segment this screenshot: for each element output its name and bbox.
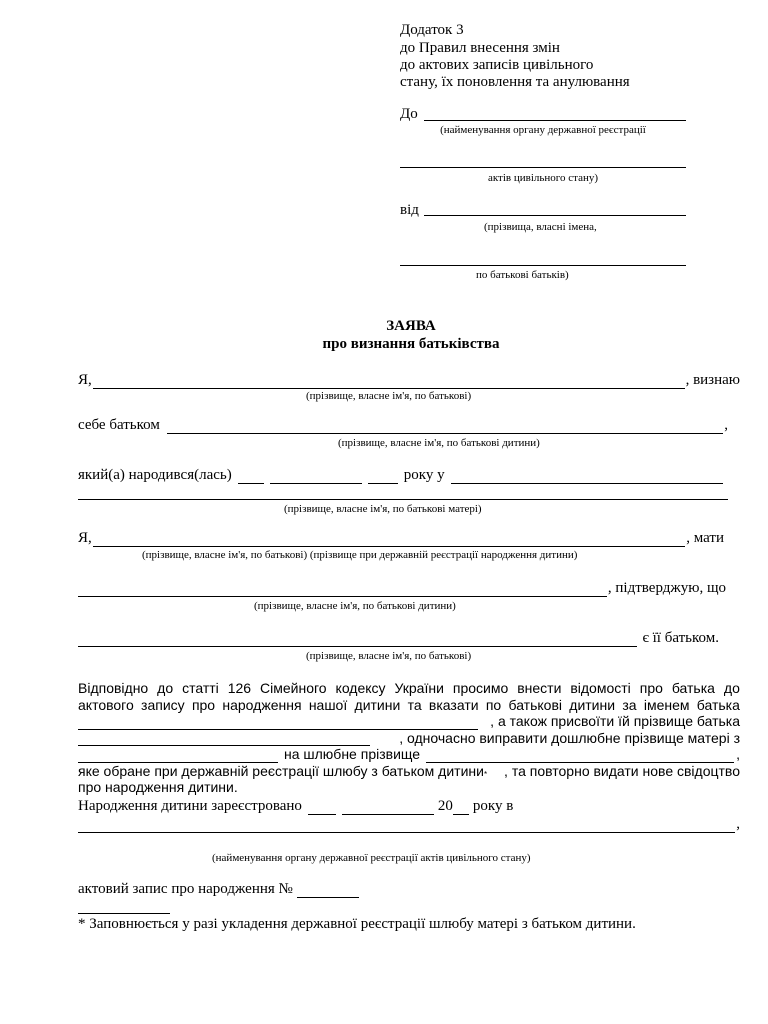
paragraph-word: іменем (643, 696, 690, 713)
paragraph-word: дитини (569, 696, 616, 713)
line-5-comma: , (736, 746, 740, 762)
paragraph-word: нашої (308, 696, 348, 713)
self-father-text: себе батьком (78, 417, 160, 433)
born-label: який(а) народився(лась) (78, 467, 232, 483)
recognize-text: , визнаю (685, 372, 740, 388)
marital-surname-field[interactable] (426, 750, 734, 763)
paragraph-word: вказати (428, 696, 479, 713)
paragraph-word: про (191, 696, 216, 713)
paragraph-word: запису (141, 696, 185, 713)
birth-year-field[interactable] (368, 469, 398, 484)
marital-surname-text: на шлюбне прізвище (284, 746, 421, 762)
paragraph-line-1 (78, 680, 740, 697)
assign-surname-text: , а також присвоїти їй прізвище батька (490, 713, 740, 729)
paragraph-word: батька (671, 680, 715, 696)
paragraph-word: дитини (354, 696, 401, 713)
father-name-field[interactable] (93, 374, 685, 389)
annex-number: Додаток 3 (400, 22, 464, 38)
paragraph-word: батька (696, 696, 740, 713)
year-in-text-2: року в (472, 798, 514, 814)
paragraph-word: 126 (227, 680, 252, 696)
paragraph-word: про (639, 680, 663, 696)
certificate-text: про народження дитини. (78, 779, 238, 795)
paragraph-word: Відповідно (78, 680, 149, 696)
is-father-row (78, 629, 719, 647)
from-field[interactable] (424, 215, 686, 216)
reissue-text: , та повторно видати нове свідоцтво (504, 762, 740, 779)
paragraph-word: батькові (508, 696, 562, 713)
caption-father-name-2: (прізвище, власне ім'я, по батькові) (306, 650, 472, 662)
paragraph-word: кодексу (335, 680, 386, 696)
birth-day-field[interactable] (238, 469, 264, 484)
to-field[interactable] (424, 120, 686, 121)
paragraph-word: актового (78, 696, 134, 713)
paragraph-word: України (394, 680, 444, 696)
paragraph-word: по (485, 696, 502, 713)
birth-row (78, 466, 724, 484)
caption-mother-reg: (прізвище, власне ім'я, по батькові) (прізвище при державній реєстрації народження дитини) (142, 549, 578, 561)
annex-line-4: стану, їх поновлення та анулювання (400, 74, 630, 90)
paragraph-word: за (622, 696, 637, 713)
registered-text: Народження дитини зареєстровано (78, 798, 302, 814)
reg-day-field[interactable] (308, 800, 336, 815)
paragraph-line-3 (78, 713, 740, 730)
paragraph-word: до (723, 680, 740, 696)
from-label: від (400, 202, 419, 218)
caption-child-name: (прізвище, власне ім'я, по батькові дитини) (338, 437, 540, 449)
paragraph-line-5 (78, 746, 740, 763)
paragraph-word: статті (182, 680, 219, 696)
footnote-separator (78, 913, 170, 914)
applicant-father-row (78, 371, 740, 389)
paragraph-word: відомості (570, 680, 631, 696)
paragraph-word: народження (222, 696, 302, 713)
to-caption-2: актів цивільного стану) (487, 172, 599, 184)
mother-text: , мати (686, 530, 724, 546)
caption-child-name-2: (прізвище, власне ім'я, по батькові дитини) (254, 600, 456, 612)
reg-year-prefix: 20 (437, 798, 453, 814)
premarital-surname-field[interactable] (78, 750, 278, 763)
line-9-comma: , (736, 816, 740, 832)
correct-surname-text: , одночасно виправити дошлюбне прізвище матері з (399, 729, 740, 746)
annex-line-3: до актових записів цивільного (400, 57, 594, 73)
reg-month-field[interactable] (342, 800, 434, 815)
paragraph-word: та (407, 696, 422, 713)
comma-text: , (724, 417, 728, 433)
record-number-row (78, 880, 378, 898)
i-label: Я, (78, 372, 92, 388)
registration-row (78, 797, 740, 815)
is-father-text: є її батьком. (642, 630, 719, 646)
paragraph-word: внести (517, 680, 562, 696)
caption-mother-name: (прізвище, власне ім'я, по батькові матері) (284, 503, 482, 515)
father-name-for-child-field[interactable] (78, 717, 478, 730)
father-surname-field[interactable] (78, 733, 370, 746)
footnote-text: * Заповнюється у разі укладення державної реєстрації шлюбу матері з батьком дитини. (78, 916, 636, 932)
father-name-field-2[interactable] (78, 632, 637, 647)
from-field-2[interactable] (400, 265, 686, 266)
paragraph-word: просимо (452, 680, 509, 696)
child-name-field[interactable] (167, 419, 723, 434)
from-caption-2: по батькові батьків) (476, 269, 569, 281)
paragraph-line-4 (78, 730, 740, 747)
request-paragraph (78, 680, 740, 796)
mother-name-field[interactable] (78, 499, 728, 500)
caption-father-name: (прізвище, власне ім'я, по батькові) (306, 390, 472, 402)
document-title: ЗАЯВА (386, 318, 436, 334)
paragraph-word: до (157, 680, 174, 696)
to-caption: (найменування органу державної реєстрації (440, 124, 646, 136)
paragraph-line-7 (78, 779, 740, 796)
footnote-mark: * (483, 770, 488, 779)
registration-org-field[interactable] (78, 818, 735, 833)
from-caption: (прізвища, власні імена, (484, 221, 597, 233)
confirm-text: , підтверджую, що (607, 580, 726, 596)
paragraph-word: Сімейного (260, 680, 327, 696)
record-label: актовий запис про народження № (78, 881, 293, 897)
paragraph-line-6 (78, 763, 740, 780)
child-name-field-2[interactable] (78, 582, 607, 597)
record-number-field[interactable] (297, 883, 359, 898)
applicant-mother-row (78, 529, 724, 547)
document-subtitle: про визнання батьківства (322, 336, 500, 352)
caption-registration-org: (найменування органу державної реєстрації актів цивільного стану) (212, 852, 531, 864)
birth-month-field[interactable] (270, 469, 362, 484)
confirm-row (78, 579, 726, 597)
mother-fullname-field[interactable] (93, 532, 685, 547)
year-in-text: року у (403, 467, 445, 483)
birth-place-field[interactable] (451, 469, 723, 484)
annex-line-2: до Правил внесення змін (400, 40, 560, 56)
to-field-2[interactable] (400, 167, 686, 168)
registration-org-row (78, 815, 740, 833)
to-label: До (400, 106, 418, 122)
paragraph-line-2 (78, 697, 740, 714)
i-label-2: Я, (78, 530, 92, 546)
reg-year-field[interactable] (453, 800, 469, 815)
marriage-text: яке обране при державній реєстрації шлюбу з батьком дитини (78, 762, 484, 779)
self-father-row (78, 416, 728, 434)
